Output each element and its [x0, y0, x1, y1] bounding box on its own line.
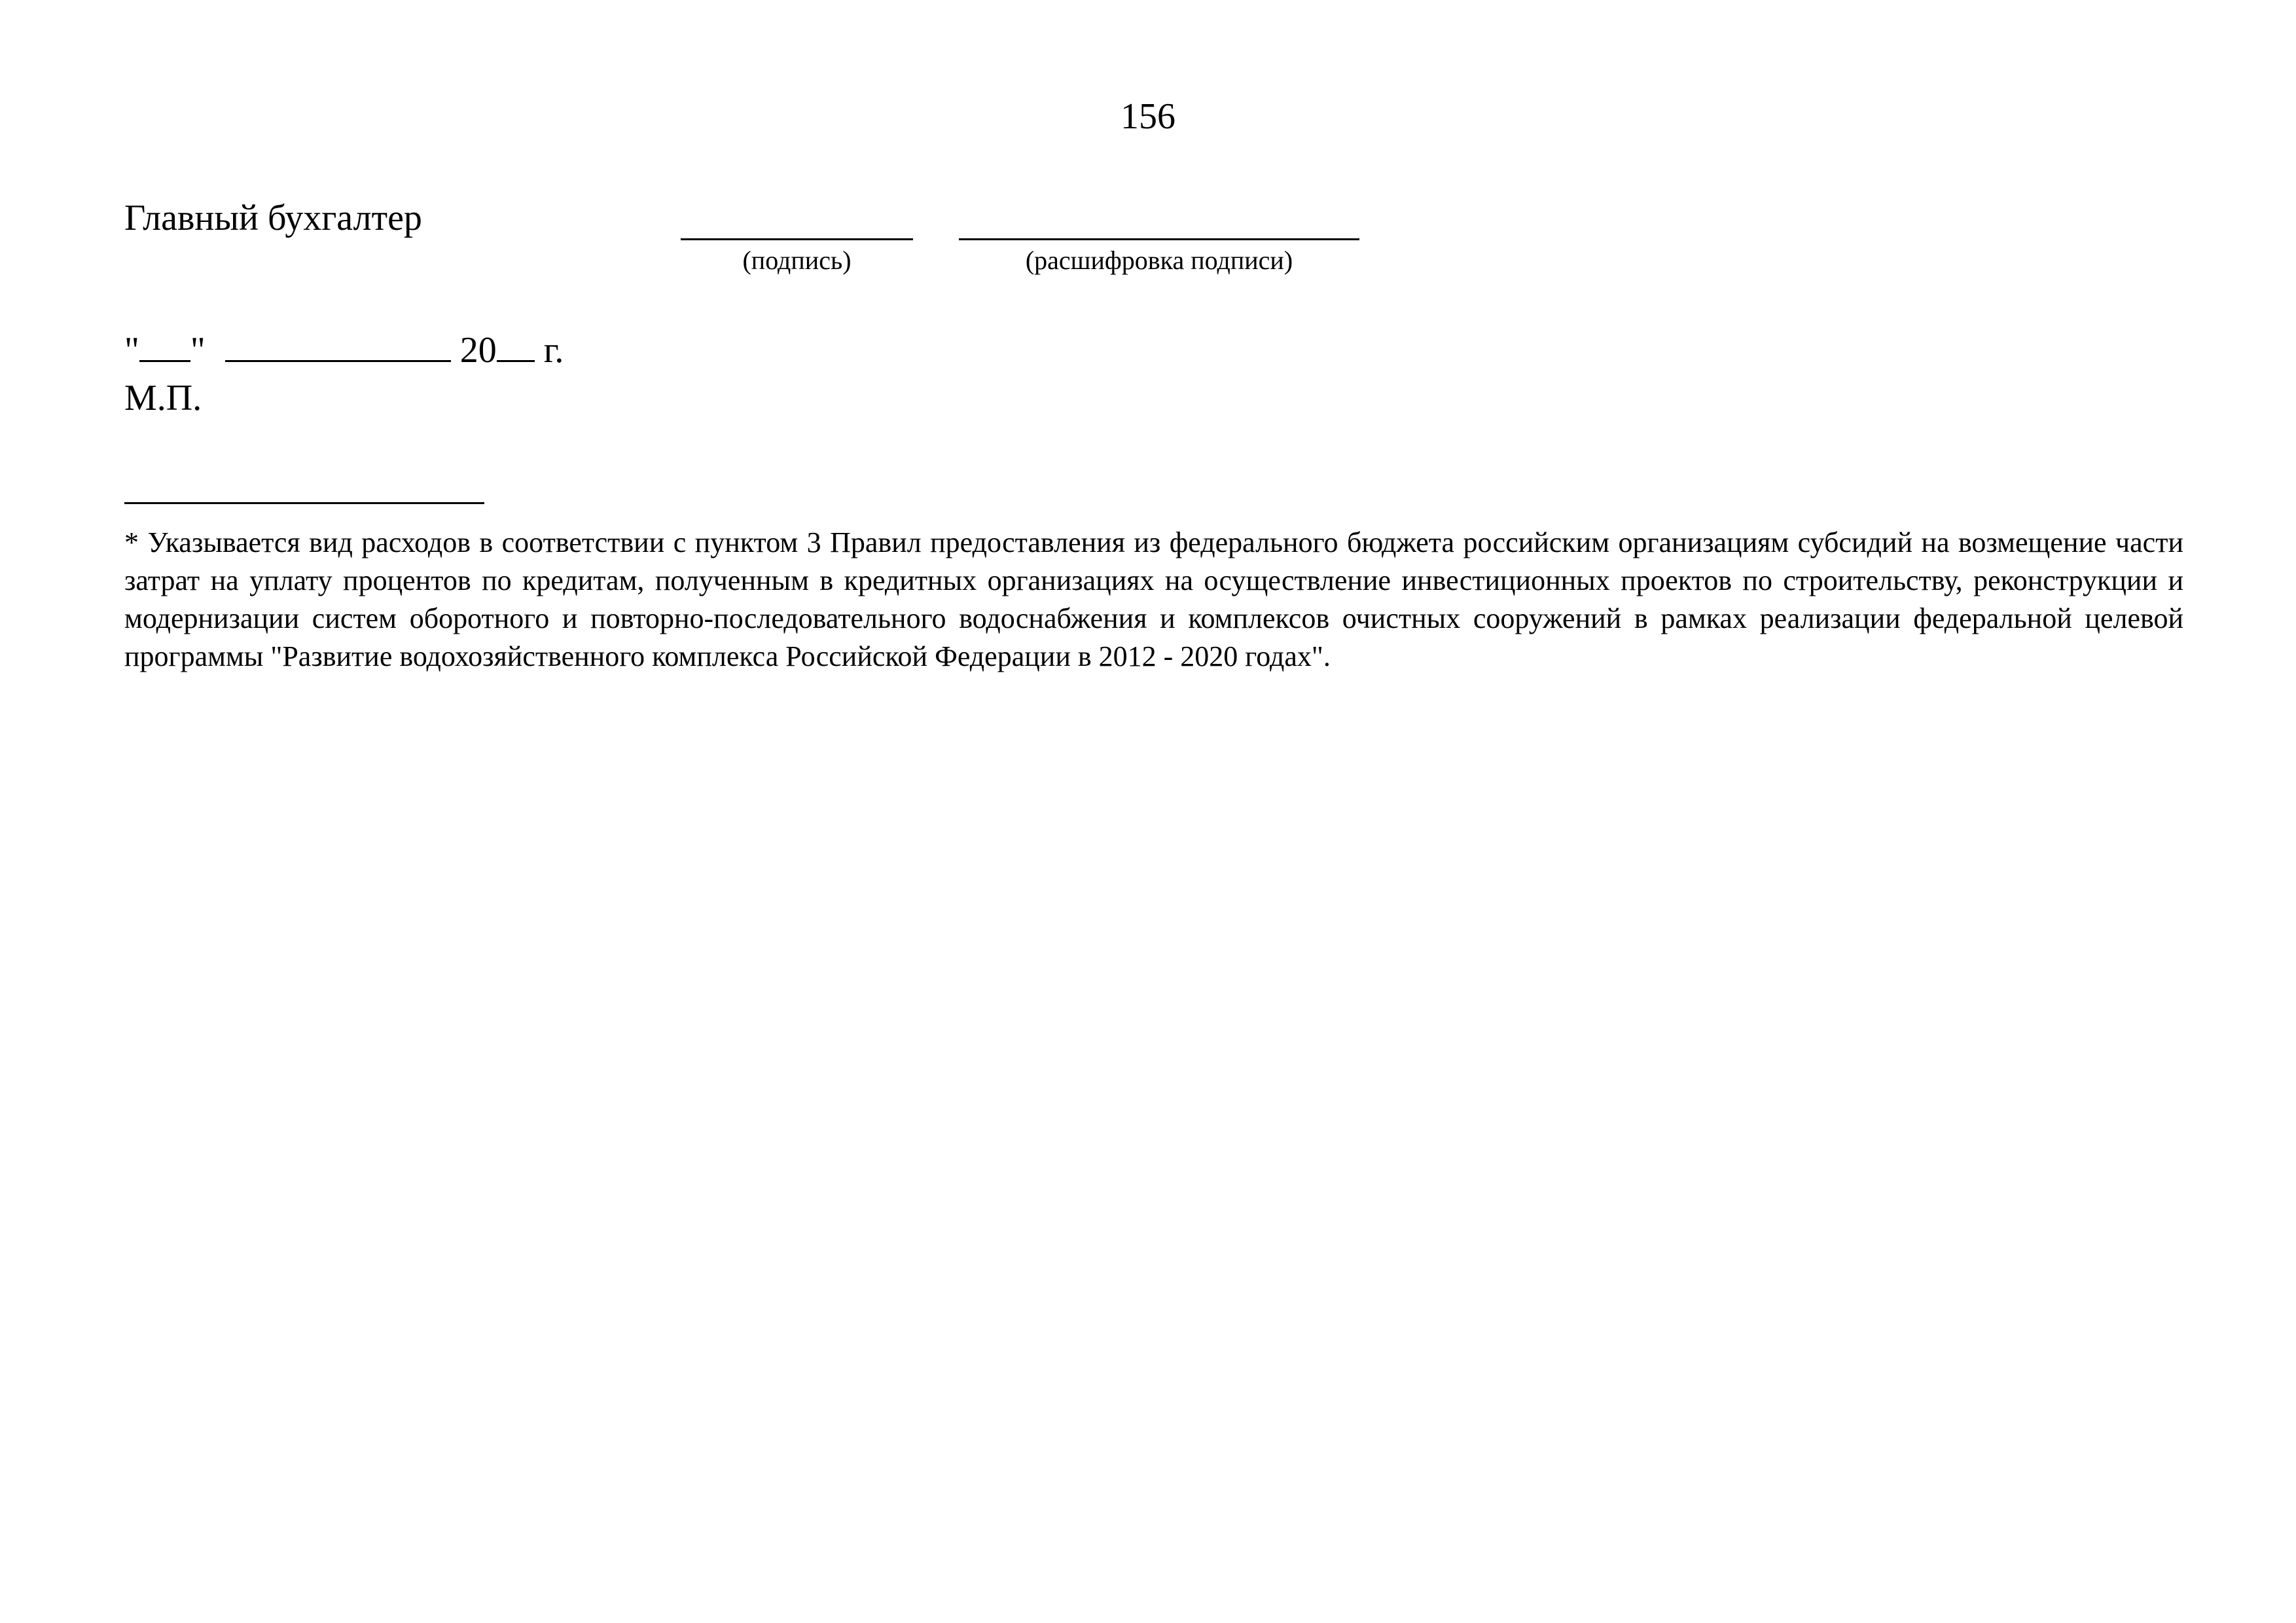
date-open-quote: ": [124, 329, 139, 371]
date-field: [124, 330, 564, 369]
chief-accountant-label: Главный бухгалтер: [124, 198, 422, 238]
year-blank: [497, 330, 535, 362]
signature-decoding-line: [959, 238, 1359, 240]
footnote-separator: [124, 502, 484, 504]
year-suffix: г.: [534, 329, 564, 371]
footnote-text: * Указывается вид расходов в соответствии с пунктом 3 Правил предоставления из федерального бюджета российским организациям субсидий на возмещение части затрат на уплату процентов по кредитам, полученным в кредитных организациях на осуществление инвестиционных проектов по строительству, реконструкции и модернизации систем оборотного и повторно-последовательного водоснабжения и комплексов очистных сооружений в рамках реализации федеральной целевой программы "Развитие водохозяйственного комплекса Российской Федерации в 2012 - 2020 годах".: [124, 526, 2183, 672]
page-number: 156: [1121, 96, 1175, 137]
year-prefix: 20: [459, 329, 497, 371]
day-blank: [139, 330, 190, 362]
signature-decoding-caption: (расшифровка подписи): [1025, 246, 1293, 275]
signature-caption: (подпись): [742, 246, 852, 275]
month-blank: [225, 330, 451, 362]
date-close-quote: ": [190, 329, 206, 371]
signature-line: [681, 238, 913, 240]
stamp-label: М.П.: [124, 378, 202, 418]
